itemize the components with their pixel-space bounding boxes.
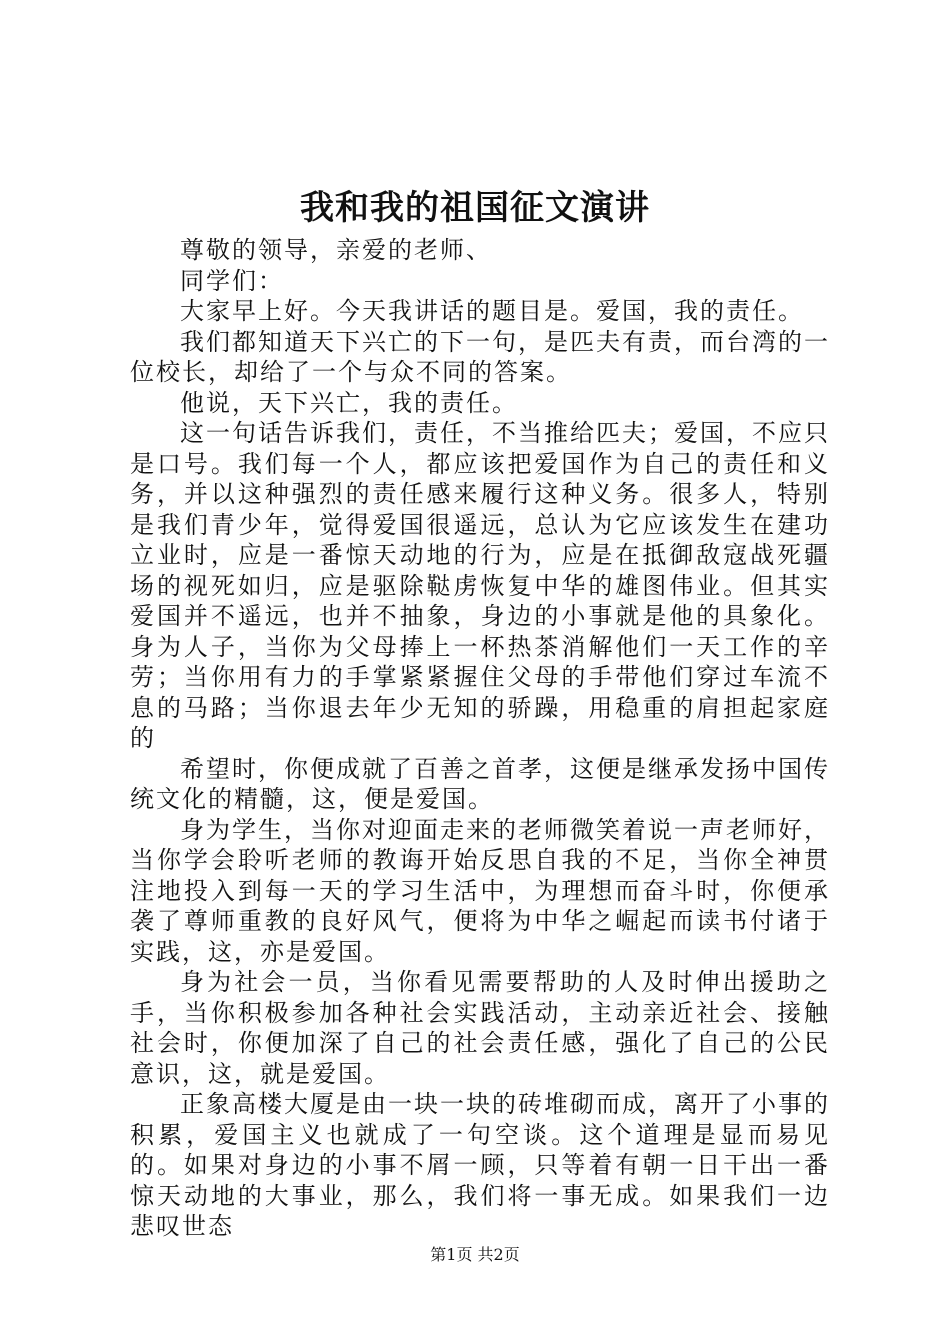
paragraph: 我们都知道天下兴亡的下一句，是匹夫有责，而台湾的一位校长，却给了一个与众不同的答案。 (130, 327, 830, 386)
paragraph-greeting: 尊敬的领导，亲爱的老师、 (180, 236, 492, 264)
speech-body (130, 235, 830, 1242)
paragraph: 正象高楼大厦是由一块一块的砖堆砌而成，离开了小事的积累，爱国主义也就成了一句空谈。这个道理是显而易见的。如果对身边的小事不屑一顾，只等着有朝一日干出一番惊天动地的大事业，那么，我们将一事无成。如果我们一边悲叹世态 (130, 1090, 830, 1240)
paragraph: 希望时，你便成就了百善之首孝，这便是继承发扬中国传统文化的精髓，这，便是爱国。 (130, 754, 830, 813)
paragraph: 身为学生，当你对迎面走来的老师微笑着说一声老师好，当你学会聆听老师的教诲开始反思自我的不足，当你全神贯注地投入到每一天的学习生活中，为理想而奋斗时，你便承袭了尊师重教的良好风气，便将为中华之崛起而读书付诸于实践，这，亦是爱国。 (130, 815, 830, 966)
page-footer: 第1页 共2页 (430, 1245, 520, 1264)
paragraph-opening: 大家早上好。今天我讲话的题目是。爱国，我的责任。 (180, 297, 804, 325)
paragraph: 这一句话告诉我们，责任，不当推给匹夫；爱国，不应只是口号。我们每一个人，都应该把爱国作为自己的责任和义务，并以这种强烈的责任感来履行这种义务。很多人，特别是我们青少年，觉得爱国很遥远，总认为它应该发生在建功立业时，应是一番惊天动地的行为，应是在抵御敌寇战死疆场的视死如归，应是驱除鞑虏恢复中华的雄图伟业。但其实爱国并不遥远，也并不抽象，身边的小事就是他的具象化。身为人子，当你为父母捧上一杯热茶消解他们一天工作的辛劳；当你用有力的手掌紧紧握住父母的手带他们穿过车流不息的马路；当你退去年少无知的骄躁，用稳重的肩担起家庭的 (130, 419, 830, 752)
page-title: 我和我的祖国征文演讲 (300, 188, 650, 228)
paragraph: 他说，天下兴亡，我的责任。 (180, 388, 518, 417)
paragraph-greeting-cont: 同学们： (180, 266, 284, 295)
paragraph: 身为社会一员，当你看见需要帮助的人及时伸出援助之手，当你积极参加各种社会实践活动，主动亲近社会、接触社会时，你便加深了自己的社会责任感，强化了自己的公民意识，这，就是爱国。 (130, 968, 830, 1088)
